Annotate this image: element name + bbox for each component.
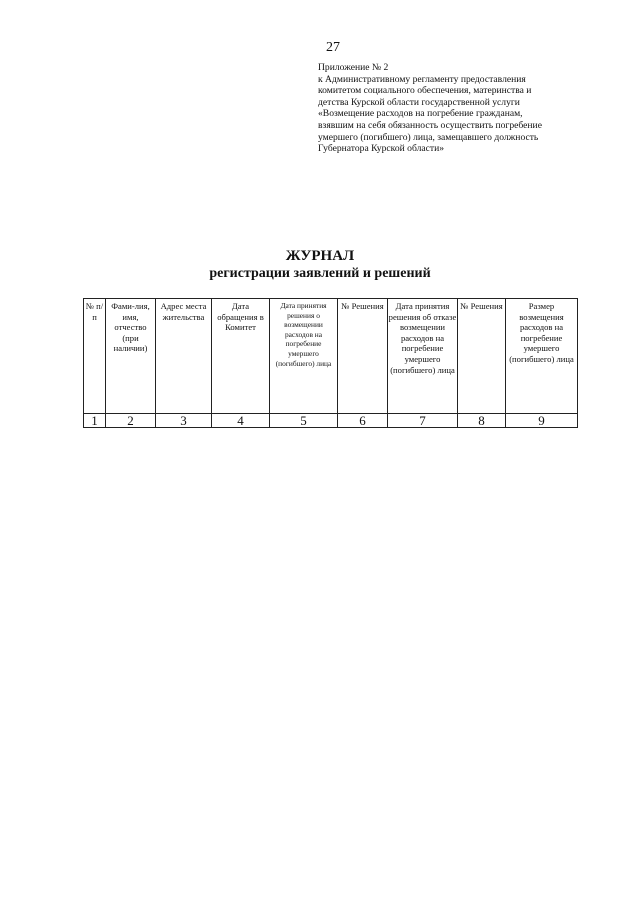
page-number: 27 <box>326 40 340 55</box>
header-cell-number: № п/п <box>84 299 106 414</box>
appendix-line: детства Курской области государственной услуги <box>318 96 520 108</box>
header-cell-approval-date: Дата принятия решения о возмещении расходов на погребение умершего (погибшего) лица <box>270 299 338 414</box>
column-number-cell: 3 <box>156 414 212 428</box>
column-number-cell: 8 <box>458 414 506 428</box>
appendix-line: «Возмещение расходов на погребение гражданам, <box>318 108 523 120</box>
header-cell-refusal-date: Дата принятия решения об отказе возмещении расходов на погребение умершего (погибшего) лица <box>388 299 458 414</box>
header-cell-approval-number: № Решения <box>338 299 388 414</box>
header-cell-address: Адрес места жительства <box>156 299 212 414</box>
header-cell-request-date: Дата обращения в Комитет <box>212 299 270 414</box>
document-title <box>0 247 640 283</box>
header-cell-name: Фами-лия, имя, отчество (при наличии) <box>106 299 156 414</box>
column-number-cell: 4 <box>212 414 270 428</box>
appendix-line: Губернатора Курской области» <box>318 143 445 155</box>
column-number-cell: 6 <box>338 414 388 428</box>
journal-table <box>83 298 578 428</box>
appendix-note <box>318 62 586 155</box>
title-line-2: регистрации заявлений и решений <box>209 266 431 281</box>
column-number-cell: 7 <box>388 414 458 428</box>
appendix-line: комитетом социального обеспечения, материнства и <box>318 85 532 97</box>
header-cell-refusal-number: № Решения <box>458 299 506 414</box>
column-number-cell: 2 <box>106 414 156 428</box>
appendix-line: взявшим на себя обязанность осуществить погребение <box>318 119 542 131</box>
column-number-cell: 9 <box>506 414 578 428</box>
appendix-line: Приложение № 2 <box>318 62 389 73</box>
column-number-cell: 5 <box>270 414 338 428</box>
appendix-line: умершего (погибшего) лица, замещавшего должность <box>318 131 539 143</box>
table-header-row <box>84 299 578 414</box>
column-number-cell: 1 <box>84 414 106 428</box>
appendix-line: к Административному регламенту предоставления <box>318 73 526 85</box>
header-cell-amount: Размер возмещения расходов на погребение умершего (погибшего) лица <box>506 299 578 414</box>
table-number-row <box>84 414 578 428</box>
title-line-1: ЖУРНАЛ <box>285 248 355 264</box>
